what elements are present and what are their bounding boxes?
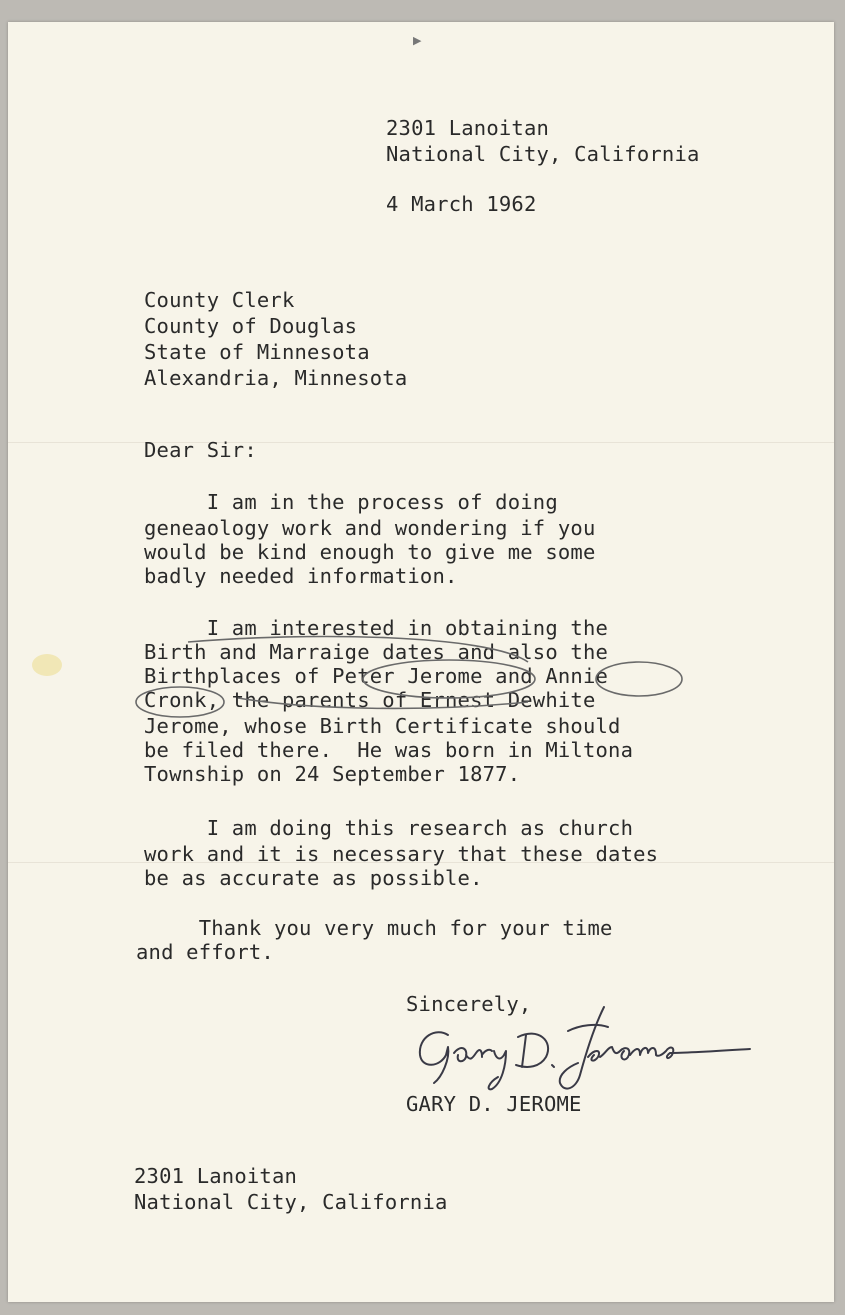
handwritten-signature	[408, 997, 758, 1107]
recipient-line: State of Minnesota	[144, 340, 370, 364]
closing: Sincerely,	[406, 992, 532, 1016]
page-mark-icon: ▶	[413, 34, 422, 47]
body-line: badly needed information.	[144, 564, 458, 588]
body-line: would be kind enough to give me some	[144, 540, 596, 564]
pencil-circle	[596, 662, 682, 696]
recipient-line: Alexandria, Minnesota	[144, 366, 408, 390]
letter-date: 4 March 1962	[386, 192, 537, 216]
body-line: Thank you very much for your time	[136, 916, 613, 940]
recipient-line: County Clerk	[144, 288, 295, 312]
body-line: Jerome, whose Birth Certificate should	[144, 714, 621, 738]
footer-street: 2301 Lanoitan	[134, 1164, 298, 1188]
body-line: I am in the process of doing	[144, 490, 558, 514]
body-line: I am interested in obtaining the	[144, 616, 609, 640]
letter-page	[8, 22, 834, 1302]
recipient-line: County of Douglas	[144, 314, 358, 338]
footer-city: National City, California	[134, 1190, 448, 1214]
sender-street: 2301 Lanoitan	[386, 116, 550, 140]
body-line: and effort.	[136, 940, 274, 964]
typed-name: GARY D. JEROME	[406, 1092, 582, 1116]
paper-stain	[32, 654, 62, 676]
fold-line	[8, 442, 834, 443]
sender-city: National City, California	[386, 142, 700, 166]
body-line: Birth and Marraige dates and also the	[144, 640, 609, 664]
body-line: Township on 24 September 1877.	[144, 762, 521, 786]
body-line: Birthplaces of Peter Jerome and Annie	[144, 664, 609, 688]
body-line: I am doing this research as church	[144, 816, 634, 840]
body-line: be filed there. He was born in Miltona	[144, 738, 634, 762]
body-line: work and it is necessary that these dates	[144, 842, 659, 866]
body-line: Cronk, the parents of Ernest Dewhite	[144, 688, 596, 712]
body-line: geneaology work and wondering if you	[144, 516, 596, 540]
salutation: Dear Sir:	[144, 438, 257, 462]
body-line: be as accurate as possible.	[144, 866, 483, 890]
